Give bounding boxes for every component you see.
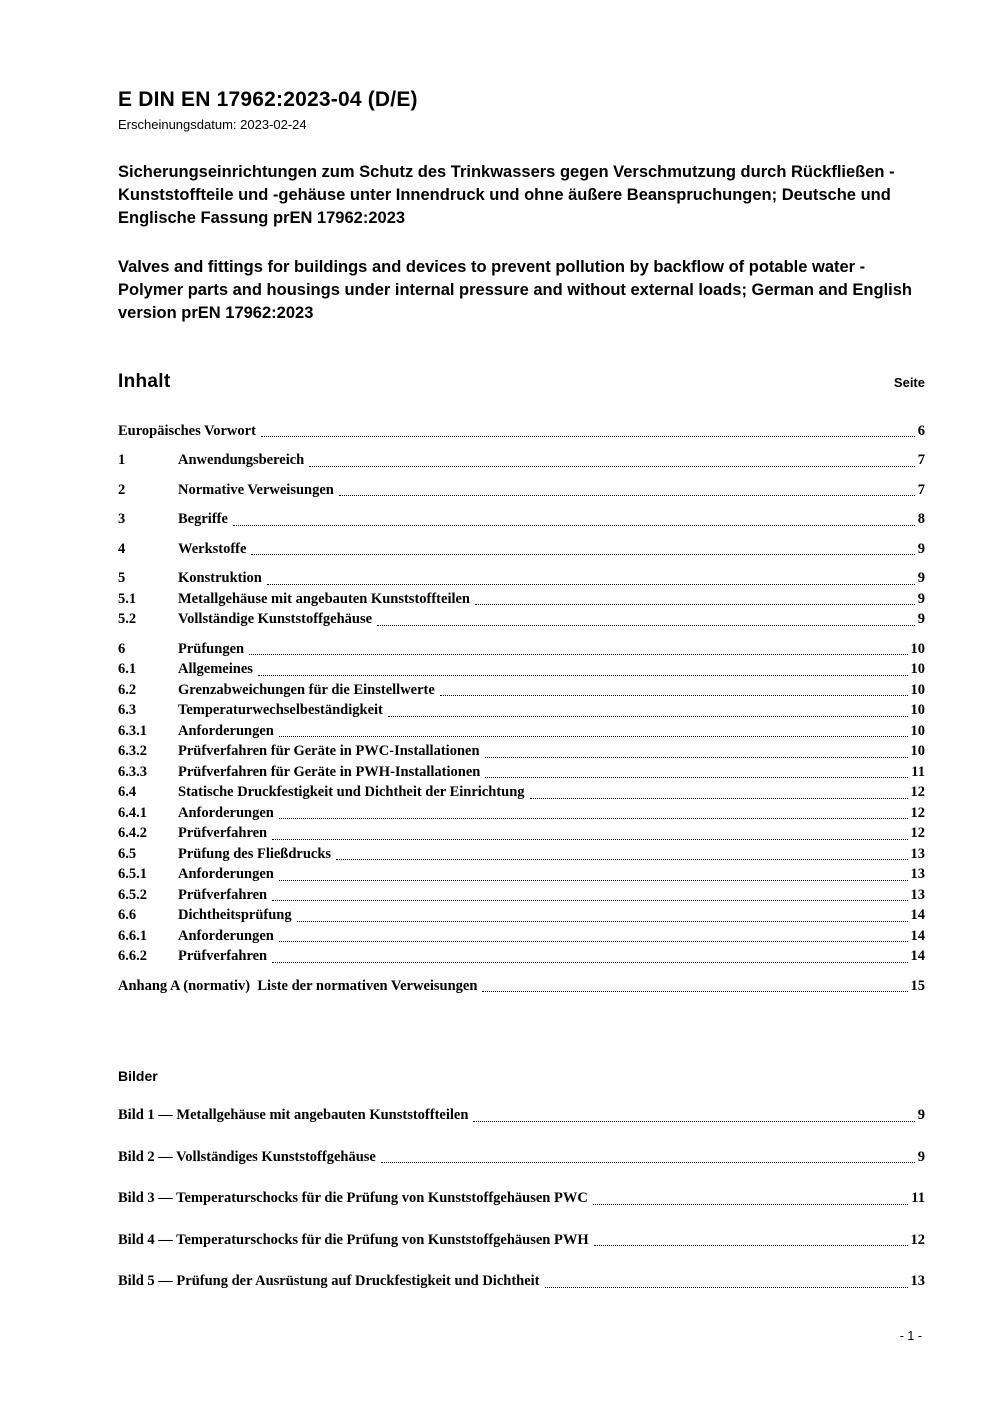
dotted-leader <box>339 495 915 496</box>
entry-page-number: 9 <box>917 590 925 607</box>
entry-number: 6.2 <box>118 681 137 698</box>
entry-title: Statische Druckfestigkeit und Dichtheit der Einrichtung <box>178 784 525 801</box>
toc-entry[interactable] <box>118 568 925 589</box>
entry-number: 6.6.2 <box>118 948 147 965</box>
entry-page-number: 13 <box>910 1273 925 1290</box>
entry-number: 6.4 <box>118 784 137 801</box>
dotted-leader <box>530 798 908 799</box>
entry-page-number: 7 <box>917 452 925 469</box>
entry-number: 5.2 <box>118 611 137 628</box>
entry-number: 2 <box>118 481 126 498</box>
dotted-leader <box>381 1162 915 1163</box>
entry-number: 4 <box>118 540 126 557</box>
toc-entry[interactable] <box>118 976 925 997</box>
toc-entry[interactable] <box>118 844 925 865</box>
entry-title: Prüfung des Fließdrucks <box>178 845 332 862</box>
entry-page-number: 10 <box>910 743 925 760</box>
entry-page-number: 12 <box>910 804 925 821</box>
entry-title: Anhang A (normativ) Liste der normativen Verweisungen <box>118 977 478 994</box>
entry-number: 6.6 <box>118 907 137 924</box>
entry-title: Temperaturwechselbeständigkeit <box>178 702 383 719</box>
entry-page-number: 7 <box>917 481 925 498</box>
toc-entry[interactable] <box>118 480 925 501</box>
toc-header <box>118 371 925 393</box>
toc-entry[interactable] <box>118 421 925 442</box>
toc-entry[interactable] <box>118 539 925 560</box>
toc-entry[interactable] <box>118 823 925 844</box>
toc-entry[interactable] <box>118 659 925 680</box>
dotted-leader <box>272 839 907 840</box>
dotted-leader <box>233 525 915 526</box>
toc-entry[interactable] <box>118 885 925 906</box>
dotted-leader <box>261 436 915 437</box>
entry-title: Bild 4 — Temperaturschocks für die Prüfung von Kunststoffgehäusen PWH <box>118 1231 589 1248</box>
dotted-leader <box>475 604 915 605</box>
toc-entry[interactable] <box>118 762 925 783</box>
entry-number: 6 <box>118 640 126 657</box>
entry-page-number: 12 <box>910 825 925 842</box>
dotted-leader <box>297 921 908 922</box>
entry-number: 6.3.2 <box>118 743 147 760</box>
document-title-english: Valves and fittings for buildings and devices to prevent pollution by backflow of potable water - Polymer parts and housings under internal pressure and without external loads; German and English version prEN 17962:2023 <box>118 258 912 322</box>
doc-number-title: E DIN EN 17962:2023-04 (D/E) <box>118 88 418 111</box>
entry-title: Prüfverfahren <box>178 825 268 842</box>
entry-page-number: 9 <box>917 1107 925 1124</box>
entry-number: 5.1 <box>118 590 137 607</box>
dotted-leader <box>593 1204 908 1205</box>
entry-number: 6.5 <box>118 845 137 862</box>
entry-title: Bild 3 — Temperaturschocks für die Prüfung von Kunststoffgehäusen PWC <box>118 1190 588 1207</box>
entry-number: 6.5.1 <box>118 866 147 883</box>
toc-entry[interactable] <box>118 721 925 742</box>
entry-page-number: 10 <box>910 722 925 739</box>
entry-title: Prüfverfahren <box>178 948 268 965</box>
dotted-leader <box>272 900 907 901</box>
entry-number: 6.4.2 <box>118 825 147 842</box>
entry-page-number: 11 <box>911 763 925 780</box>
entry-title: Grenzabweichungen für die Einstellwerte <box>178 681 435 698</box>
dotted-leader <box>485 777 908 778</box>
toc-entry[interactable] <box>118 741 925 762</box>
publish-date: Erscheinungsdatum: 2023-02-24 <box>118 117 307 132</box>
entry-title: Anwendungsbereich <box>178 452 305 469</box>
figures-heading: Bilder <box>118 1068 158 1085</box>
toc-list <box>118 421 925 997</box>
dotted-leader <box>336 859 907 860</box>
dotted-leader <box>251 554 914 555</box>
entry-title: Metallgehäuse mit angebauten Kunststoffteilen <box>178 590 470 607</box>
entry-page-number: 11 <box>911 1190 925 1207</box>
entry-page-number: 13 <box>910 845 925 862</box>
entry-number: 6.1 <box>118 661 137 678</box>
entry-page-number: 9 <box>917 540 925 557</box>
toc-entry[interactable] <box>118 700 925 721</box>
entry-number: 6.3.3 <box>118 763 147 780</box>
entry-title: Bild 1 — Metallgehäuse mit angebauten Kunststoffteilen <box>118 1107 469 1124</box>
entry-page-number: 14 <box>910 927 925 944</box>
dotted-leader <box>473 1121 914 1122</box>
figures-list <box>118 1105 925 1292</box>
entry-page-number: 9 <box>917 570 925 587</box>
toc-entry[interactable] <box>118 450 925 471</box>
entry-number: 6.5.2 <box>118 886 147 903</box>
entry-title: Bild 2 — Vollständiges Kunststoffgehäuse <box>118 1148 376 1165</box>
entry-title: Prüfungen <box>178 640 245 657</box>
dotted-leader <box>388 716 908 717</box>
toc-page-column-label: Seite <box>893 374 925 390</box>
entry-title: Anforderungen <box>178 927 274 944</box>
entry-number: 3 <box>118 511 126 528</box>
dotted-leader <box>249 654 907 655</box>
figure-entry[interactable] <box>118 1105 925 1126</box>
entry-title: Prüfverfahren <box>178 886 268 903</box>
dotted-leader <box>309 466 915 467</box>
entry-page-number: 12 <box>910 784 925 801</box>
figure-entry[interactable] <box>118 1188 925 1209</box>
toc-entry[interactable] <box>118 639 925 660</box>
entry-title: Prüfverfahren für Geräte in PWC-Installationen <box>178 743 480 760</box>
entry-page-number: 10 <box>910 702 925 719</box>
toc-entry[interactable] <box>118 680 925 701</box>
dotted-leader <box>279 880 908 881</box>
entry-page-number: 10 <box>910 681 925 698</box>
dotted-leader <box>545 1287 908 1288</box>
entry-title: Anforderungen <box>178 804 274 821</box>
entry-title: Prüfverfahren für Geräte in PWH-Installationen <box>178 763 481 780</box>
entry-page-number: 8 <box>917 511 925 528</box>
dotted-leader <box>272 962 907 963</box>
toc-heading: Inhalt <box>118 370 171 392</box>
entry-number: 1 <box>118 452 126 469</box>
entry-page-number: 12 <box>910 1231 925 1248</box>
toc-entry[interactable] <box>118 864 925 885</box>
dotted-leader <box>258 675 908 676</box>
dotted-leader <box>485 757 908 758</box>
toc-entry[interactable] <box>118 609 925 630</box>
figure-entry[interactable] <box>118 1230 925 1251</box>
entry-number: 5 <box>118 570 126 587</box>
toc-entry[interactable] <box>118 926 925 947</box>
entry-page-number: 14 <box>910 907 925 924</box>
entry-title: Anforderungen <box>178 866 274 883</box>
entry-title: Normative Verweisungen <box>178 481 334 498</box>
document-title-german: Sicherungseinrichtungen zum Schutz des Trinkwassers gegen Verschmutzung durch Rückfließen - Kunststoffteile und -gehäuse unter Innendruck und ohne äußere Beanspruchungen; Deutsche und Englische Fassung prEN 17962:2023 <box>118 163 895 227</box>
dotted-leader <box>440 695 908 696</box>
toc-entry[interactable] <box>118 589 925 610</box>
entry-title: Werkstoffe <box>178 540 247 557</box>
figure-entry[interactable] <box>118 1271 925 1292</box>
figure-entry[interactable] <box>118 1147 925 1168</box>
entry-title: Europäisches Vorwort <box>118 422 256 439</box>
entry-page-number: 10 <box>910 640 925 657</box>
toc-entry[interactable] <box>118 803 925 824</box>
entry-page-number: 9 <box>917 611 925 628</box>
dotted-leader <box>279 941 908 942</box>
dotted-leader <box>482 991 907 992</box>
toc-entry[interactable] <box>118 509 925 530</box>
entry-title: Konstruktion <box>178 570 262 587</box>
entry-number: 6.6.1 <box>118 927 147 944</box>
entry-title: Begriffe <box>178 511 228 528</box>
entry-page-number: 14 <box>910 948 925 965</box>
toc-entry[interactable] <box>118 946 925 967</box>
entry-page-number: 6 <box>917 422 925 439</box>
entry-title: Vollständige Kunststoffgehäuse <box>178 611 373 628</box>
dotted-leader <box>594 1245 908 1246</box>
dotted-leader <box>377 625 915 626</box>
entry-title: Bild 5 — Prüfung der Ausrüstung auf Druckfestigkeit und Dichtheit <box>118 1273 540 1290</box>
page-number-indicator: - 1 - <box>899 1329 922 1343</box>
toc-entry[interactable] <box>118 782 925 803</box>
entry-number: 6.3 <box>118 702 137 719</box>
dotted-leader <box>267 584 915 585</box>
entry-title: Allgemeines <box>178 661 253 678</box>
entry-number: 6.4.1 <box>118 804 147 821</box>
entry-number: 6.3.1 <box>118 722 147 739</box>
entry-title: Anforderungen <box>178 722 274 739</box>
entry-page-number: 10 <box>910 661 925 678</box>
entry-page-number: 9 <box>917 1148 925 1165</box>
toc-entry[interactable] <box>118 905 925 926</box>
dotted-leader <box>279 736 908 737</box>
entry-title: Dichtheitsprüfung <box>178 907 292 924</box>
dotted-leader <box>279 818 908 819</box>
entry-page-number: 13 <box>910 866 925 883</box>
entry-page-number: 13 <box>910 886 925 903</box>
entry-page-number: 15 <box>910 977 925 994</box>
